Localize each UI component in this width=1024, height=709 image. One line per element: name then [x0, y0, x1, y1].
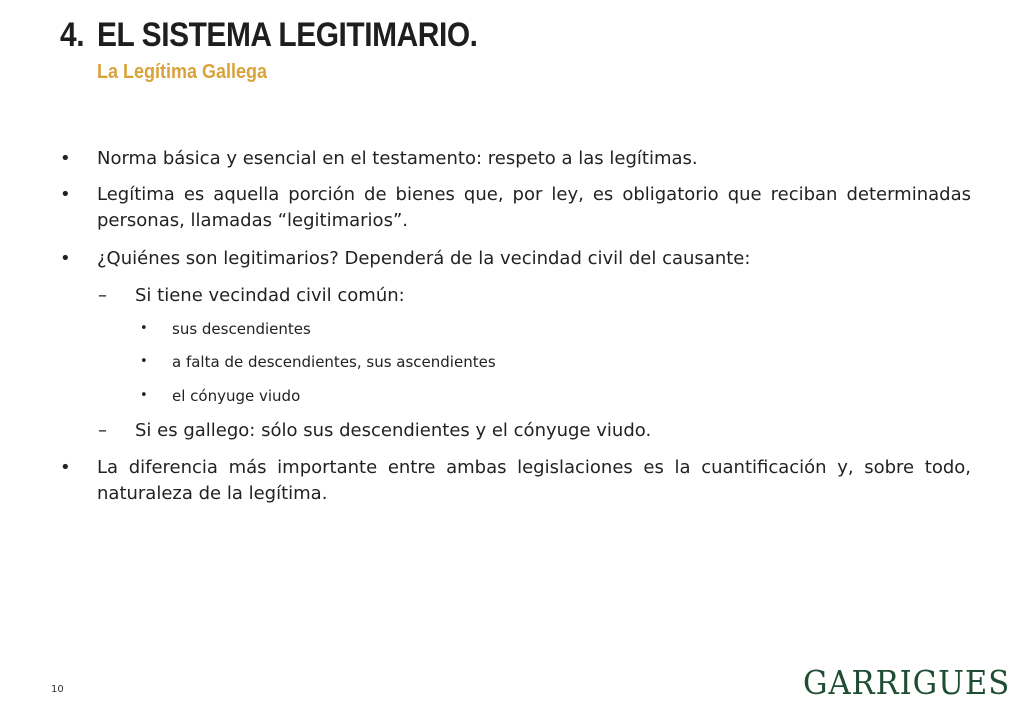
sub-bullet-text: Si tiene vecindad civil común: [135, 285, 405, 306]
bullet-text: ¿Quiénes son legitimarios? Dependerá de la vecindad civil del causante: [97, 248, 751, 269]
bullet-marker: • [140, 321, 148, 336]
garrigues-logo: GARRIGUES [803, 663, 1011, 702]
bullet-text: La diferencia más importante entre ambas legislaciones es la cuantificación y, sobre todo, naturaleza de la legítima. [97, 457, 971, 504]
dash-marker: – [98, 420, 107, 441]
bullet-marker: • [60, 148, 71, 169]
dash-marker: – [98, 285, 107, 306]
bullet-marker: • [60, 457, 71, 478]
page-number: 10 [51, 684, 64, 695]
sub-sub-bullet-text: sus descendientes [172, 320, 311, 338]
bullet-text: Norma básica y esencial en el testamento: respeto a las legítimas. [97, 148, 698, 169]
sub-sub-bullet-text: a falta de descendientes, sus ascendientes [172, 353, 496, 371]
sub-bullet-text: Si es gallego: sólo sus descendientes y el cónyuge viudo. [135, 420, 652, 441]
bullet-marker: • [140, 354, 148, 369]
bullet-marker: • [140, 388, 148, 403]
bullet-text: Legítima es aquella porción de bienes que, por ley, es obligatorio que reciban determinadas personas, llamadas “legitimarios”. [97, 184, 971, 231]
sub-sub-bullet-text: el cónyuge viudo [172, 387, 301, 405]
slide-title-number: 4. [60, 16, 85, 54]
bullet-marker: • [60, 184, 71, 205]
slide-subtitle: La Legítima Gallega [97, 61, 268, 83]
bullet-marker: • [60, 248, 71, 269]
slide-title: EL SISTEMA LEGITIMARIO. [97, 16, 478, 54]
